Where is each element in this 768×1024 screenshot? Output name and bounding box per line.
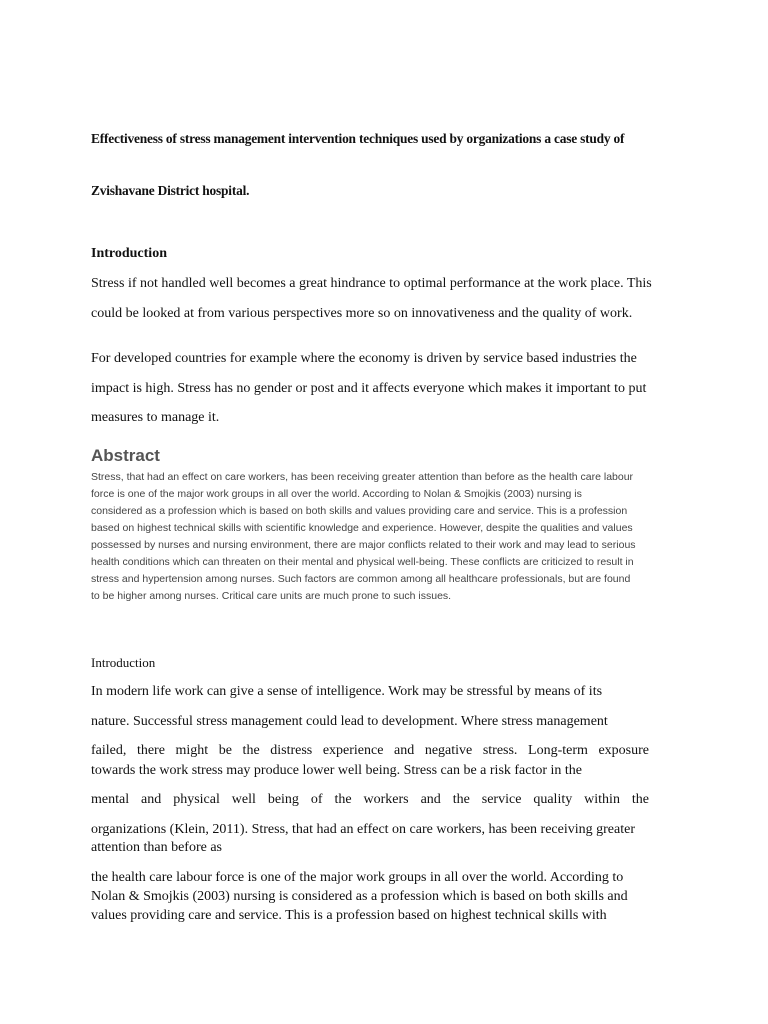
abstract-line: based on highest technical skills with scientific knowledge and experience. However, despite the qualities and values <box>91 522 633 534</box>
intro-paragraph-line: could be looked at from various perspectives more so on innovativeness and the quality of work. <box>91 306 633 321</box>
body-paragraph-line: nature. Successful stress management could lead to development. Where stress management <box>91 714 608 729</box>
abstract-line: force is one of the major work groups in all over the world. According to Nolan & Smojkis (2003) nursing is <box>91 488 582 500</box>
introduction-heading: Introduction <box>91 246 167 261</box>
intro-paragraph-line: impact is high. Stress has no gender or post and it affects everyone which makes it important to put <box>91 381 647 396</box>
intro-paragraph-line: Stress if not handled well becomes a great hindrance to optimal performance at the work place. This <box>91 276 652 291</box>
abstract-heading: Abstract <box>91 446 160 465</box>
body-paragraph-line: failed, there might be the distress experience and negative stress. Long-term exposure <box>91 743 649 758</box>
abstract-line: possessed by nurses and nursing environment, there are major conflicts related to their work and may lead to serious <box>91 539 636 551</box>
intro-paragraph-line: measures to manage it. <box>91 410 220 425</box>
body-paragraph-line: the health care labour force is one of the major work groups in all over the world. According to <box>91 870 624 885</box>
body-paragraph-line: Nolan & Smojkis (2003) nursing is considered as a profession which is based on both skills and <box>91 889 628 904</box>
body-paragraph-line: In modern life work can give a sense of intelligence. Work may be stressful by means of its <box>91 684 603 699</box>
second-introduction-heading: Introduction <box>91 655 156 670</box>
body-paragraph-line: mental and physical well being of the workers and the service quality within the <box>91 792 649 807</box>
document-title-line-1: Effectiveness of stress management intervention techniques used by organizations a case study of <box>91 131 625 146</box>
intro-paragraph-line: For developed countries for example where the economy is driven by service based industries the <box>91 351 637 366</box>
abstract-line: Stress, that had an effect on care workers, has been receiving greater attention than before as the health care labour <box>91 471 634 483</box>
abstract-line: to be higher among nurses. Critical care units are much prone to such issues. <box>91 590 452 602</box>
abstract-line: health conditions which can threaten on their mental and physical well-being. These conflicts are criticized to result in <box>91 556 634 568</box>
body-paragraph-line: values providing care and service. This is a profession based on highest technical skills with <box>91 908 607 923</box>
body-paragraph-line: towards the work stress may produce lower well being. Stress can be a risk factor in the <box>91 763 583 778</box>
body-paragraph-line: organizations (Klein, 2011). Stress, that had an effect on care workers, has been receiving greater <box>91 822 635 837</box>
abstract-line: stress and hypertension among nurses. Such factors are common among all healthcare professionals, but are found <box>91 573 631 585</box>
body-paragraph-line: attention than before as <box>91 840 223 855</box>
abstract-line: considered as a profession which is based on both skills and values providing care and service. This is a profession <box>91 505 628 517</box>
document-title-line-2: Zvishavane District hospital. <box>91 183 250 198</box>
